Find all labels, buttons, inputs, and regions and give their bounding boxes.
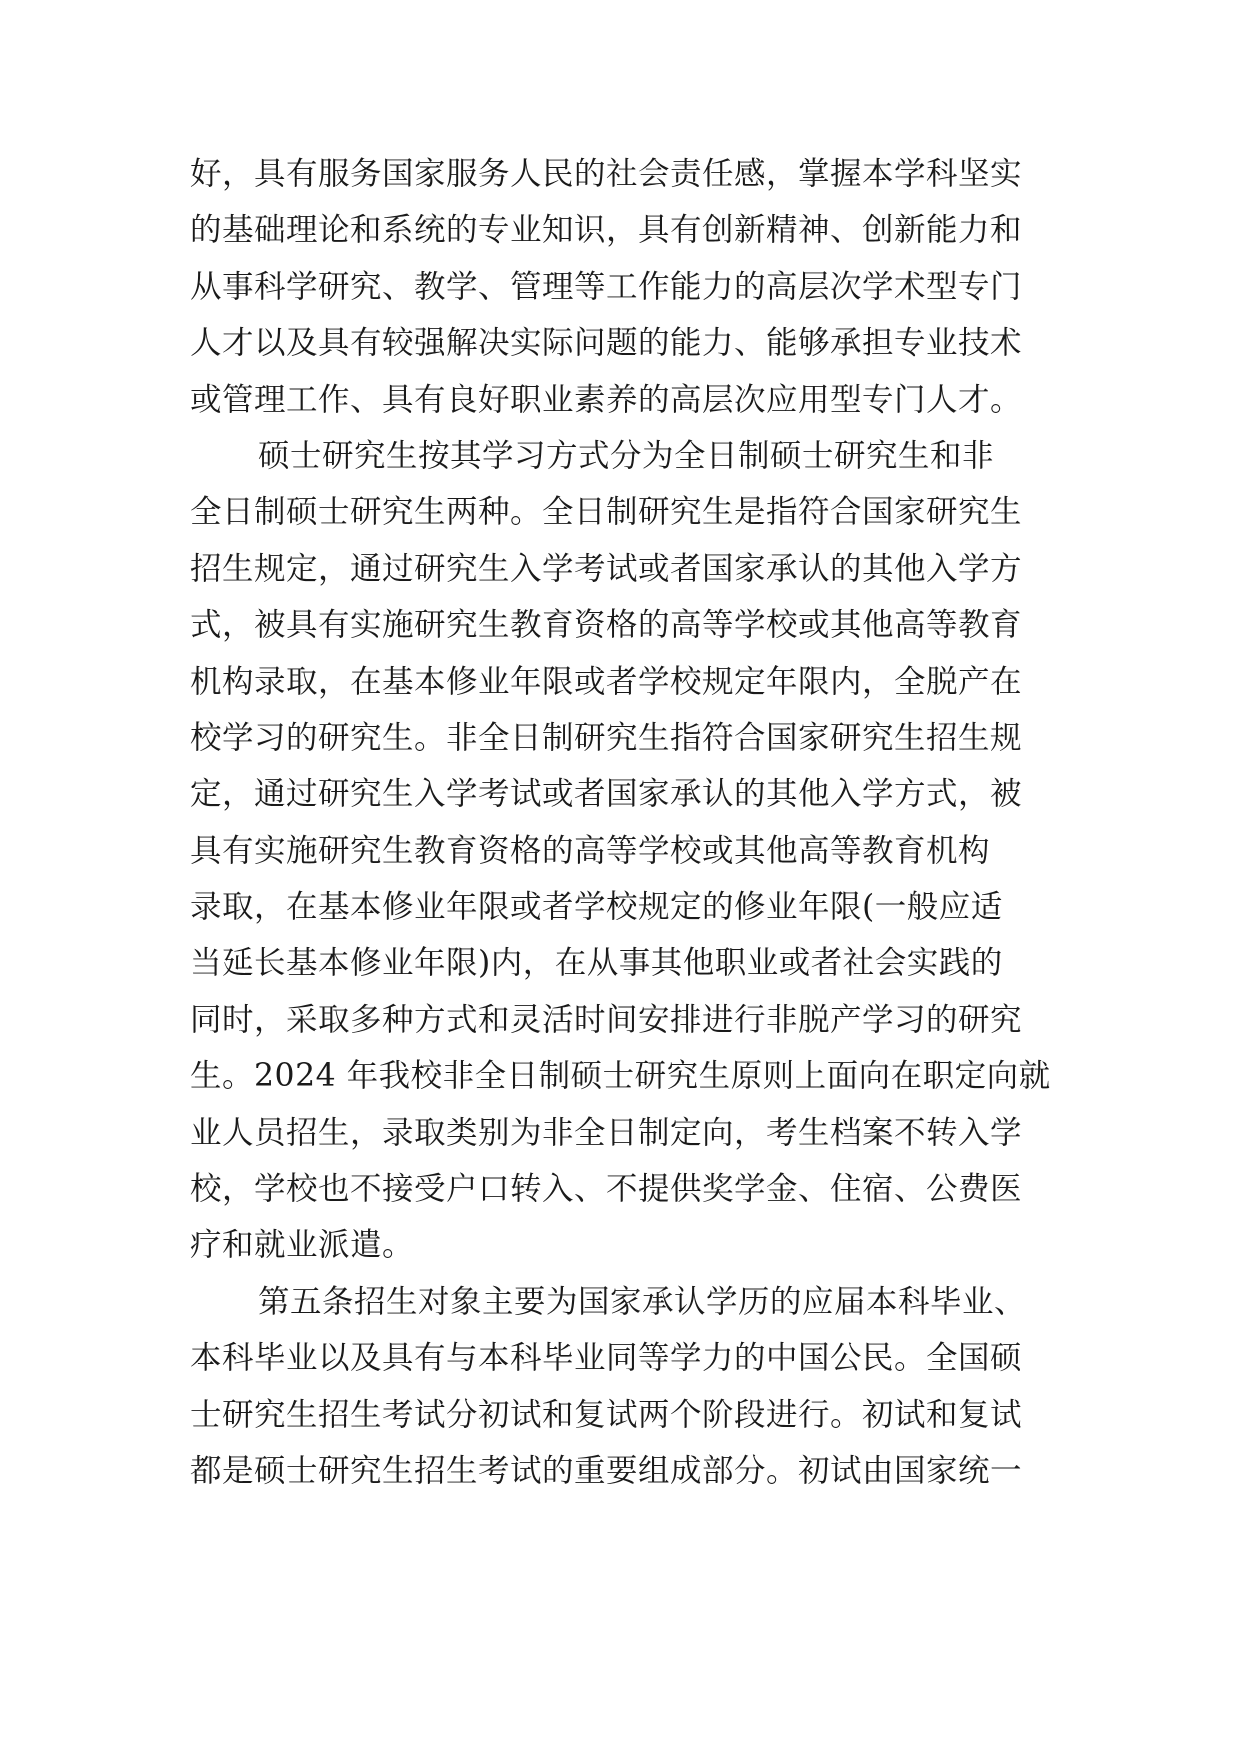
text-line: 好，具有服务国家服务人民的社会责任感，掌握本学科坚实 — [190, 156, 1023, 192]
text-line: 具有实施研究生教育资格的高等学校或其他高等教育机构 — [190, 832, 991, 869]
text-line: 机构录取，在基本修业年限或者学校规定年限内，全脱产在 — [190, 663, 1023, 700]
text-line: 同时，采取多种方式和灵活时间安排进行非脱产学习的研究 — [190, 1001, 1023, 1038]
text-line: 生。2024 年我校非全日制硕士研究生原则上面向在职定向就 — [190, 1058, 1051, 1095]
text-line: 或管理工作、具有良好职业素养的高层次应用型专门人才。 — [190, 381, 1023, 418]
text-line: 校学习的研究生。非全日制研究生指符合国家研究生招生规 — [190, 719, 1023, 756]
text-line: 当延长基本修业年限)内，在从事其他职业或者社会实践的 — [190, 945, 1003, 982]
text-line: 都是硕士研究生招生考试的重要组成部分。初试由国家统一 — [190, 1452, 1023, 1489]
paragraph-start-line: 第五条招生对象主要为国家承认学历的应届本科毕业、 — [258, 1283, 1027, 1320]
text-line: 的基础理论和系统的专业知识，具有创新精神、创新能力和 — [190, 212, 1023, 249]
text-line: 校，学校也不接受户口转入、不提供奖学金、住宿、公费医 — [190, 1171, 1023, 1208]
text-line: 定，通过研究生入学考试或者国家承认的其他入学方式，被 — [190, 776, 1023, 813]
text-line: 人才以及具有较强解决实际问题的能力、能够承担专业技术 — [190, 325, 1023, 362]
text-line: 招生规定，通过研究生入学考试或者国家承认的其他入学方 — [190, 550, 1023, 587]
text-line: 疗和就业派遣。 — [190, 1227, 415, 1264]
text-line: 全日制硕士研究生两种。全日制研究生是指符合国家研究生 — [190, 494, 1023, 531]
text-line: 录取，在基本修业年限或者学校规定的修业年限(一般应适 — [190, 889, 1003, 926]
document-body — [190, 146, 1060, 1499]
text-line: 本科毕业以及具有与本科毕业同等学力的中国公民。全国硕 — [190, 1340, 1023, 1377]
text-line: 从事科学研究、教学、管理等工作能力的高层次学术型专门 — [190, 268, 1023, 305]
paragraph-start-line: 硕士研究生按其学习方式分为全日制硕士研究生和非 — [258, 437, 995, 474]
text-line: 士研究生招生考试分初试和复试两个阶段进行。初试和复试 — [190, 1396, 1023, 1433]
text-line: 式，被具有实施研究生教育资格的高等学校或其他高等教育 — [190, 607, 1023, 644]
text-line: 业人员招生，录取类别为非全日制定向，考生档案不转入学 — [190, 1114, 1023, 1151]
